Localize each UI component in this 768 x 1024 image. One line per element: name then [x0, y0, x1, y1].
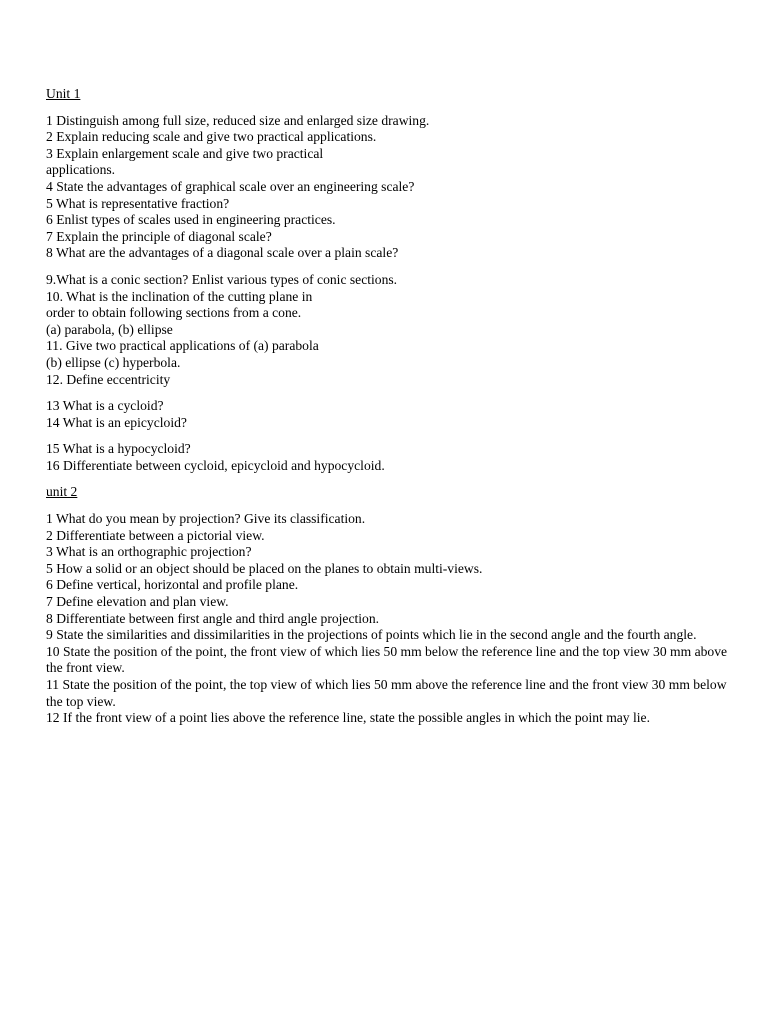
question-item: 8 Differentiate between first angle and third angle projection. [46, 610, 380, 626]
question-item: 7 Define elevation and plan view. [46, 594, 229, 610]
question-item-continuation: (b) ellipse (c) hyperbola. [46, 354, 181, 370]
unit-1-questions-scales [46, 113, 736, 262]
unit-1-questions-cycloid [46, 398, 736, 431]
question-item-continuation: order to obtain following sections from a cone. [46, 305, 302, 321]
question-item: 7 Explain the principle of diagonal scale? [46, 228, 272, 244]
question-item: 11 State the position of the point, the top view of which lies 50 mm above the reference line and the front view 30 mm below the top view. [46, 677, 727, 709]
question-item: 12 If the front view of a point lies above the reference line, state the possible angles in which the point may lie. [46, 710, 650, 726]
question-item: 9 State the similarities and dissimilarities in the projections of points which lie in the second angle and the fourth angle. [46, 627, 697, 643]
question-item: 9.What is a conic section? Enlist various types of conic sections. [46, 271, 398, 287]
question-item: 1 Distinguish among full size, reduced size and enlarged size drawing. [46, 112, 430, 128]
question-item: 15 What is a hypocycloid? [46, 441, 191, 457]
question-item: 10 State the position of the point, the front view of which lies 50 mm below the reference line and the top view 30 mm above the front view. [46, 643, 728, 676]
unit-2-heading: unit 2 [46, 484, 78, 500]
question-item: 6 Enlist types of scales used in engineering practices. [46, 212, 336, 228]
question-item: 8 What are the advantages of a diagonal scale over a plain scale? [46, 245, 399, 261]
question-item: 12. Define eccentricity [46, 371, 171, 387]
unit-1-heading: Unit 1 [46, 86, 81, 101]
question-item: 4 State the advantages of graphical scale over an engineering scale? [46, 178, 415, 194]
question-item: 1 What do you mean by projection? Give its classification. [46, 511, 366, 527]
question-item: 16 Differentiate between cycloid, epicycloid and hypocycloid. [46, 457, 385, 473]
question-item: 3 Explain enlargement scale and give two practical [46, 145, 324, 161]
question-item: 6 Define vertical, horizontal and profile plane. [46, 577, 299, 593]
question-item: 11. Give two practical applications of (a) parabola [46, 338, 319, 354]
question-item: 5 How a solid or an object should be placed on the planes to obtain multi-views. [46, 560, 483, 576]
question-item: 2 Differentiate between a pictorial view. [46, 527, 265, 543]
question-item: 5 What is representative fraction? [46, 195, 230, 211]
unit-2-questions-projection [46, 511, 736, 727]
question-item-continuation: applications. [46, 162, 116, 178]
unit-1-questions-hypocycloid [46, 441, 736, 474]
question-item-continuation: (a) parabola, (b) ellipse [46, 321, 173, 337]
question-item: 10. What is the inclination of the cutting plane in [46, 288, 313, 304]
unit-1-questions-conics [46, 272, 736, 388]
document-page [46, 86, 736, 737]
question-item: 2 Explain reducing scale and give two practical applications. [46, 129, 377, 145]
question-item: 14 What is an epicycloid? [46, 414, 187, 430]
question-item: 13 What is a cycloid? [46, 398, 164, 414]
question-item: 3 What is an orthographic projection? [46, 544, 252, 560]
